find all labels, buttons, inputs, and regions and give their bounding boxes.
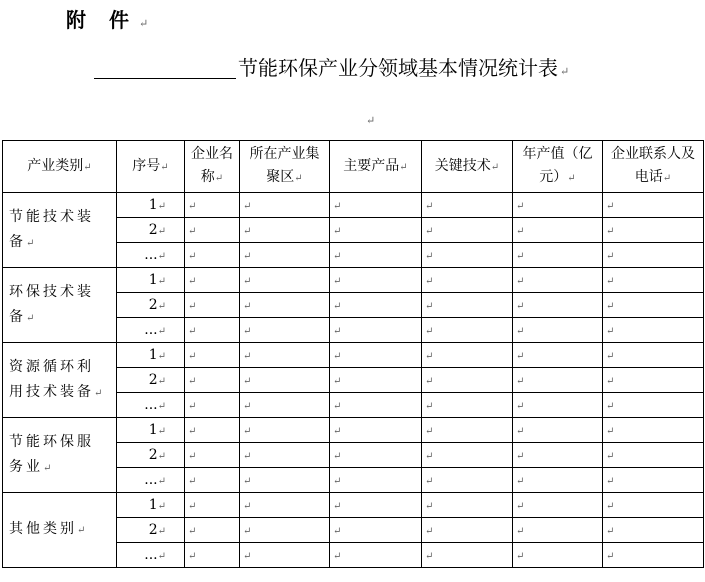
category-cell: 资源循环利用技术装备↵ <box>3 343 117 418</box>
empty-cell: ↵ <box>185 193 240 218</box>
col-header: 关键技术↵ <box>422 141 513 193</box>
row-number-cell: 2↵ <box>117 518 185 543</box>
empty-cell: ↵ <box>422 468 513 493</box>
empty-cell: ↵ <box>422 293 513 318</box>
row-number-cell: 2↵ <box>117 368 185 393</box>
row-number-cell: 2↵ <box>117 443 185 468</box>
empty-cell: ↵ <box>422 493 513 518</box>
empty-cell: ↵ <box>240 468 330 493</box>
empty-cell: ↵ <box>422 518 513 543</box>
empty-cell: ↵ <box>422 268 513 293</box>
col-header: 序号↵ <box>117 141 185 193</box>
empty-cell: ↵ <box>240 343 330 368</box>
row-number-cell: 1↵ <box>117 493 185 518</box>
table-row <box>3 193 704 218</box>
empty-cell: ↵ <box>185 343 240 368</box>
row-number-cell: ...↵ <box>117 243 185 268</box>
empty-cell: ↵ <box>422 368 513 393</box>
empty-cell: ↵ <box>330 443 422 468</box>
empty-cell: ↵ <box>603 218 704 243</box>
page-title: 节能环保产业分领域基本情况统计表 ↵ <box>238 56 570 80</box>
table-row <box>3 343 704 368</box>
paragraph-mark: ↵ <box>366 114 376 127</box>
empty-cell: ↵ <box>422 343 513 368</box>
empty-cell: ↵ <box>513 543 603 568</box>
empty-cell: ↵ <box>330 318 422 343</box>
empty-cell: ↵ <box>513 193 603 218</box>
category-cell: 其他类别↵ <box>3 493 117 568</box>
empty-cell: ↵ <box>422 193 513 218</box>
empty-cell: ↵ <box>603 243 704 268</box>
empty-cell: ↵ <box>240 243 330 268</box>
empty-cell: ↵ <box>330 393 422 418</box>
empty-cell: ↵ <box>185 243 240 268</box>
empty-cell: ↵ <box>513 218 603 243</box>
empty-cell: ↵ <box>513 518 603 543</box>
empty-cell: ↵ <box>603 493 704 518</box>
empty-cell: ↵ <box>185 493 240 518</box>
empty-cell: ↵ <box>185 443 240 468</box>
empty-cell: ↵ <box>330 493 422 518</box>
empty-cell: ↵ <box>603 518 704 543</box>
empty-cell: ↵ <box>240 543 330 568</box>
col-header: 年产值（亿元）↵ <box>513 141 603 193</box>
table-header-row <box>3 141 704 193</box>
col-header: 所在产业集聚区↵ <box>240 141 330 193</box>
empty-cell: ↵ <box>422 318 513 343</box>
empty-cell: ↵ <box>240 218 330 243</box>
empty-cell: ↵ <box>185 218 240 243</box>
empty-cell: ↵ <box>330 518 422 543</box>
row-number-cell: 2↵ <box>117 218 185 243</box>
empty-cell: ↵ <box>185 293 240 318</box>
empty-cell: ↵ <box>422 543 513 568</box>
empty-cell: ↵ <box>422 418 513 443</box>
empty-cell: ↵ <box>422 393 513 418</box>
empty-cell: ↵ <box>603 543 704 568</box>
empty-cell: ↵ <box>185 318 240 343</box>
empty-cell: ↵ <box>513 468 603 493</box>
table-row <box>3 418 704 443</box>
empty-cell: ↵ <box>330 468 422 493</box>
empty-cell: ↵ <box>513 368 603 393</box>
empty-cell: ↵ <box>330 218 422 243</box>
empty-cell: ↵ <box>185 468 240 493</box>
empty-cell: ↵ <box>603 393 704 418</box>
empty-cell: ↵ <box>603 293 704 318</box>
empty-cell: ↵ <box>240 493 330 518</box>
col-header: 企业联系人及电话↵ <box>603 141 704 193</box>
statistics-table <box>2 140 704 568</box>
empty-cell: ↵ <box>513 493 603 518</box>
empty-cell: ↵ <box>185 518 240 543</box>
empty-cell: ↵ <box>330 243 422 268</box>
empty-cell: ↵ <box>240 418 330 443</box>
category-cell: 节能环保服务业↵ <box>3 418 117 493</box>
empty-cell: ↵ <box>513 418 603 443</box>
empty-cell: ↵ <box>513 393 603 418</box>
empty-cell: ↵ <box>240 518 330 543</box>
empty-cell: ↵ <box>185 268 240 293</box>
empty-cell: ↵ <box>185 368 240 393</box>
row-number-cell: 1↵ <box>117 343 185 368</box>
category-cell: 节能技术装备↵ <box>3 193 117 268</box>
col-header: 主要产品↵ <box>330 141 422 193</box>
empty-cell: ↵ <box>422 218 513 243</box>
empty-cell: ↵ <box>240 393 330 418</box>
empty-cell: ↵ <box>240 268 330 293</box>
empty-cell: ↵ <box>513 293 603 318</box>
row-number-cell: ...↵ <box>117 393 185 418</box>
row-number-cell: 2↵ <box>117 293 185 318</box>
empty-cell: ↵ <box>185 393 240 418</box>
empty-cell: ↵ <box>513 318 603 343</box>
empty-cell: ↵ <box>513 443 603 468</box>
empty-cell: ↵ <box>330 543 422 568</box>
empty-cell: ↵ <box>513 243 603 268</box>
category-cell: 环保技术装备↵ <box>3 268 117 343</box>
empty-cell: ↵ <box>240 293 330 318</box>
empty-cell: ↵ <box>603 468 704 493</box>
empty-cell: ↵ <box>330 193 422 218</box>
table-row <box>3 493 704 518</box>
table-row <box>3 268 704 293</box>
empty-cell: ↵ <box>330 368 422 393</box>
row-number-cell: 1↵ <box>117 193 185 218</box>
empty-cell: ↵ <box>513 268 603 293</box>
empty-cell: ↵ <box>422 243 513 268</box>
col-header: 产业类别↵ <box>3 141 117 193</box>
empty-cell: ↵ <box>240 193 330 218</box>
empty-cell: ↵ <box>240 368 330 393</box>
empty-cell: ↵ <box>603 343 704 368</box>
empty-cell: ↵ <box>603 368 704 393</box>
row-number-cell: ...↵ <box>117 468 185 493</box>
empty-cell: ↵ <box>603 318 704 343</box>
empty-cell: ↵ <box>185 418 240 443</box>
row-number-cell: ...↵ <box>117 318 185 343</box>
empty-cell: ↵ <box>330 343 422 368</box>
empty-cell: ↵ <box>513 343 603 368</box>
row-number-cell: 1↵ <box>117 268 185 293</box>
empty-cell: ↵ <box>422 443 513 468</box>
row-number-cell: 1↵ <box>117 418 185 443</box>
empty-cell: ↵ <box>603 443 704 468</box>
empty-cell: ↵ <box>185 543 240 568</box>
empty-cell: ↵ <box>240 443 330 468</box>
empty-cell: ↵ <box>330 268 422 293</box>
empty-cell: ↵ <box>603 268 704 293</box>
empty-cell: ↵ <box>330 418 422 443</box>
row-number-cell: ...↵ <box>117 543 185 568</box>
empty-cell: ↵ <box>603 418 704 443</box>
attachment-label: 附 件 ↵ <box>66 8 149 32</box>
empty-cell: ↵ <box>240 318 330 343</box>
title-blank-line <box>94 78 236 79</box>
col-header: 企业名称↵ <box>185 141 240 193</box>
empty-cell: ↵ <box>603 193 704 218</box>
empty-cell: ↵ <box>330 293 422 318</box>
